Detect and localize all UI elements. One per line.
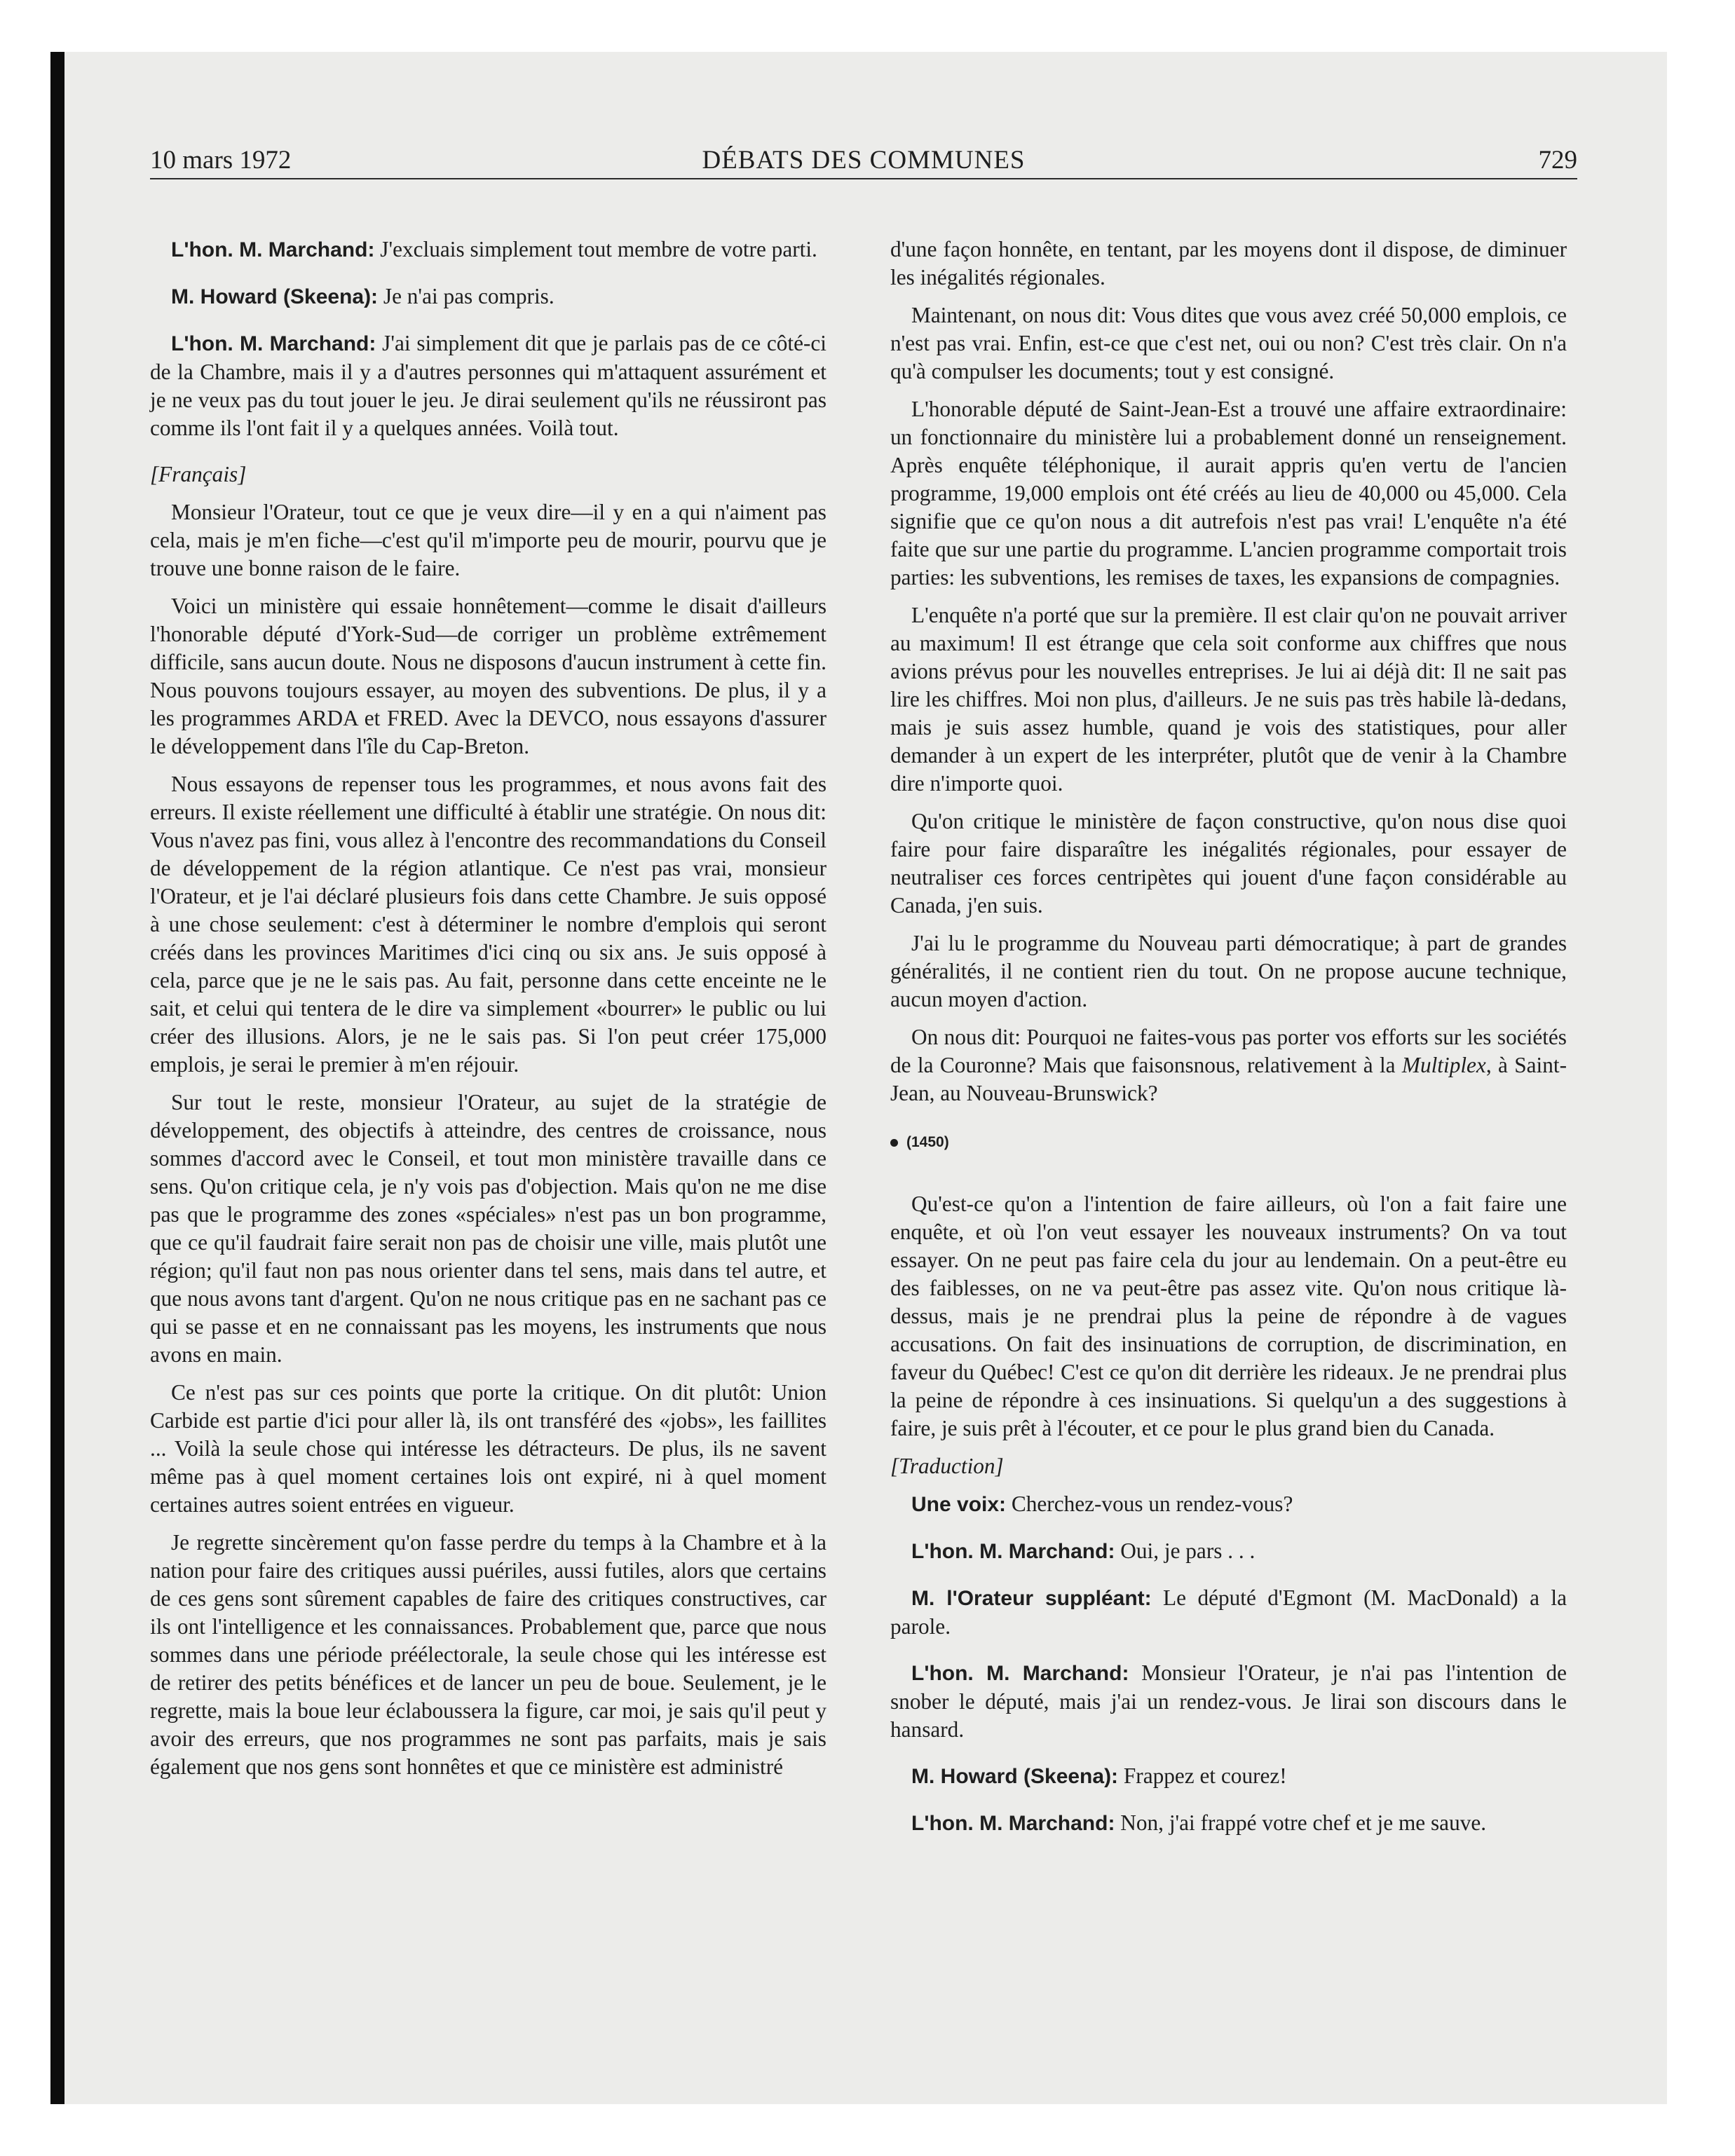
paragraph-text-tail: , à Saint-Jean, au Nouveau-Brunswick?: [890, 1053, 1567, 1105]
left-column: [150, 236, 826, 1791]
body-paragraph: [150, 592, 826, 760]
speaker-name: L'hon. M. Marchand:: [911, 1662, 1129, 1685]
header-date: 10 mars 1972: [150, 146, 292, 175]
body-paragraph: [150, 770, 826, 1079]
paragraph-text: Je regrette sincèrement qu'on fasse perdre du temps à la Chambre et à la nation pour faire des critiques aussi puériles, aussi futiles, alors que certains de ces gens sont sûrement capables de faire des critiques constructives, car ils ont l'intelligence et les connaissances. Probablement que, parce que nous sommes dans une période préélectorale, la seule chose qui les intéresse est de retirer des petits bénéfices et de lancer un peu de boue. Seulement, je le regrette, mais la boue leur éclaboussera la figure, car moi, je sais qu'il peut y avoir des erreurs, que nos programmes ne sont pas parfaits, mais je sais également que nos gens sont honnêtes et que ce ministère est administré: [150, 1530, 826, 1779]
speech-paragraph: [890, 1584, 1567, 1641]
paragraph-text: Je n'ai pas compris.: [378, 284, 554, 308]
body-paragraph: [890, 1190, 1567, 1442]
speech-paragraph: [890, 1809, 1567, 1838]
speaker-name: M. Howard (Skeena):: [171, 285, 379, 308]
body-paragraph: [150, 1529, 826, 1781]
language-marker-text: [Français]: [150, 462, 247, 486]
bullet-icon: [890, 1139, 898, 1147]
body-paragraph: [150, 1089, 826, 1369]
paragraph-text: Voici un ministère qui essaie honnêtement—comme le disait d'ailleurs l'honorable député d'York-Sud—de corriger un problème extrêmement difficile, sans aucun doute. Nous ne disposons d'aucun instrument à cette fin. Nous pouvons toujours essayer, au moyen des subventions. De plus, il y a les programmes ARDA et FRED. Avec la DEVCO, nous essayons d'assurer le développement dans l'île du Cap-Breton.: [150, 594, 826, 758]
body-paragraph: [150, 498, 826, 582]
body-paragraph: [890, 1023, 1567, 1107]
paragraph-text: J'excluais simplement tout membre de votre parti.: [374, 237, 817, 261]
paragraph-text: Nous essayons de repenser tous les programmes, et nous avons fait des erreurs. Il existe réellement une difficulté à établir une stratégie. On nous dit: Vous n'avez pas fini, vous allez à l'encontre des recommandations du Conseil de développement de la région atlantique. Ce n'est pas vrai, monsieur l'Orateur, et je l'ai déclaré plusieurs fois dans cette Chambre. Je suis opposé à une chose seulement: c'est à déterminer le nombre d'emplois qui seront créés dans les provinces Maritimes d'ici cinq ou six ans. Je suis opposé à cela, parce que je ne le sais pas. Au fait, personne dans cette enceinte ne le sait, et celui qui tentera de le dire va simplement «bourrer» le public ou lui créer des illusions. Alors, je ne le sais pas. Si l'on peut créer 175,000 emplois, je serai le premier à m'en réjouir.: [150, 772, 827, 1077]
paragraph-text: L'honorable député de Saint-Jean-Est a trouvé une affaire extraordinaire: un fonctionnaire du ministère lui a probablement donné un renseignement. Après enquête téléphonique, il aurait appris qu'en vertu de l'ancien programme, 19,000 emplois ont été créés au lieu de 40,000 ou 45,000. Cela signifie que ce qu'on nous a dit autrefois n'est pas vrai! L'enquête n'a été faite que sur une partie du programme. L'ancien programme comportait trois parties: les subventions, les remises de taxes, les expansions de compagnies.: [890, 397, 1567, 589]
page-number: 729: [1538, 146, 1577, 175]
speech-paragraph: [890, 1762, 1567, 1791]
paragraph-text: Monsieur l'Orateur, je n'ai pas l'intention de snober le député, mais j'ai un rendez-vous. Je lirai son discours dans le hansard.: [890, 1660, 1567, 1742]
paragraph-text: Qu'on critique le ministère de façon constructive, qu'on nous dise quoi faire pour faire disparaître les inégalités régionales, pour essayer de neutraliser ces forces centripètes qui jouent d'une façon considérable au Canada, j'en suis.: [890, 809, 1567, 917]
paragraph-text: Cherchez-vous un rendez-vous?: [1006, 1492, 1293, 1516]
body-paragraph: [150, 1379, 826, 1519]
speaker-name: L'hon. M. Marchand:: [171, 332, 376, 355]
paragraph-text: Sur tout le reste, monsieur l'Orateur, au sujet de la stratégie de développement, des objectifs à atteindre, des centres de croissance, nous sommes d'accord avec le Conseil, et tout mon ministère travaille dans ce sens. Qu'on critique cela, je n'y vois pas d'objection. Mais qu'on ne me dise pas que le programme des zones «spéciales» n'est pas un bon programme, que ce qu'il faudrait faire serait non pas de choisir une ville, mais plutôt une région; qu'il faut non pas nous orienter dans tel sens, mais dans tel autre, et que nous avons tant d'argent. Qu'on ne nous critique pas en ne sachant pas ce qui se passe et en ne connaissant pas les moyens, les instruments que nous avons en main.: [150, 1090, 826, 1367]
right-column: [890, 236, 1567, 1856]
speech-paragraph: [150, 282, 826, 311]
paragraph-text: Ce n'est pas sur ces points que porte la critique. On dit plutôt: Union Carbide est partie d'ici pour aller là, ils ont transféré des «jobs», les faillites ... Voilà la seule chose qui intéresse les détracteurs. De plus, ils ne savent même pas à quel moment certaines lois ont expiré, ni à quel moment certaines autres soient entrées en vigueur.: [150, 1380, 826, 1517]
right-column-bottom: [890, 1190, 1567, 1838]
speaker-name: L'hon. M. Marchand:: [911, 1540, 1115, 1563]
speech-paragraph: [150, 236, 826, 264]
speaker-name: M. Howard (Skeena):: [911, 1765, 1119, 1788]
language-marker-text: [Traduction]: [890, 1454, 1004, 1478]
language-marker: [150, 460, 826, 489]
paragraph-text: Frappez et courez!: [1118, 1763, 1287, 1788]
paragraph-text: Oui, je pars . . .: [1115, 1538, 1256, 1563]
speaker-name: L'hon. M. Marchand:: [171, 238, 375, 261]
paragraph-text: J'ai lu le programme du Nouveau parti démocratique; à part de grandes généralités, il ne contient rien du tout. On ne propose aucune technique, aucun moyen d'action.: [890, 931, 1567, 1011]
paragraph-text: On nous dit: Pourquoi ne faites-vous pas porter vos efforts sur les sociétés de la Couronne? Mais que faisonsnous, relativement à la: [890, 1025, 1567, 1077]
speech-paragraph: [890, 1490, 1567, 1519]
paragraph-text: Monsieur l'Orateur, tout ce que je veux dire—il y en a qui n'aiment pas cela, mais je m'en fiche—c'est qu'il m'importe peu de mourir, pourvu que je trouve une bonne raison de le faire.: [150, 500, 826, 580]
speech-paragraph: [150, 329, 826, 442]
paragraph-text: Qu'est-ce qu'on a l'intention de faire ailleurs, où l'on a fait faire une enquête, et où l'on veut essayer les nouveaux instruments? On va tout essayer. On ne peut pas faire cela du jour au lendemain. On a peut-être eu des faiblesses, on ne va peut-être pas assez vite. Qu'on nous critique là-dessus, mais je ne prendrai plus la peine de répondre à de vagues accusations. On fait des insinuations de corruption, de discrimination, en faveur du Québec! C'est ce qu'on dit derrière les rideaux. Je ne prendrai plus la peine de répondre à ces insinuations. Si quelqu'un a des suggestions à faire, je suis prêt à l'écouter, et ce pour le plus grand bien du Canada.: [890, 1192, 1567, 1440]
language-marker: [890, 1452, 1567, 1480]
italic-term: Multiplex: [1401, 1053, 1486, 1077]
time-marker: [890, 1128, 1567, 1157]
speaker-name: Une voix:: [911, 1493, 1007, 1516]
binding-edge: [50, 52, 64, 2104]
page-header: [150, 142, 1577, 179]
paragraph-text: Maintenant, on nous dit: Vous dites que vous avez créé 50,000 emplois, ce n'est pas vrai. Enfin, est-ce que c'est net, oui ou non? C'est très clair. On n'a qu'à compulser les documents; tout y est consigné.: [890, 303, 1567, 383]
speech-paragraph: [890, 1659, 1567, 1744]
header-title: DÉBATS DES COMMUNES: [702, 146, 1026, 175]
right-column-top: [890, 236, 1567, 1107]
body-paragraph: [890, 807, 1567, 920]
speech-paragraph: [890, 1537, 1567, 1566]
body-paragraph: [890, 236, 1567, 292]
body-paragraph: [890, 301, 1567, 386]
speaker-name: L'hon. M. Marchand:: [911, 1812, 1115, 1835]
body-paragraph: [890, 395, 1567, 592]
body-paragraph: [890, 929, 1567, 1014]
time-marker-text: (1450): [906, 1134, 949, 1150]
speaker-name: M. l'Orateur suppléant:: [911, 1587, 1152, 1610]
paragraph-text: d'une façon honnête, en tentant, par les moyens dont il dispose, de diminuer les inégalités régionales.: [890, 237, 1567, 289]
paragraph-text: Le député d'Egmont (M. MacDonald) a la parole.: [890, 1585, 1567, 1639]
paragraph-text: J'ai simplement dit que je parlais pas de ce côté-ci de la Chambre, mais il y a d'autres personnes qui m'attaquent assurément et je ne veux pas du tout jouer le jeu. Je dirai seulement qu'ils ne réussiront pas comme ils l'ont fait il y a quelques années. Voilà tout.: [150, 331, 826, 440]
paragraph-text: L'enquête n'a porté que sur la première. Il est clair qu'on ne pouvait arriver au maximum! Il est étrange que cela soit conforme aux chiffres que nous avions prévus pour les nouvelles entreprises. Je lui ai déjà dit: Il ne sait pas lire les chiffres. Moi non plus, d'ailleurs. Je ne suis pas très habile là-dedans, mais je suis assez humble, quand je vois des statistiques, pour aller demander à un expert de les interpréter, plutôt que de venir à la Chambre dire n'importe quoi.: [890, 603, 1567, 796]
paragraph-text: Non, j'ai frappé votre chef et je me sauve.: [1115, 1810, 1487, 1835]
body-paragraph: [890, 601, 1567, 798]
